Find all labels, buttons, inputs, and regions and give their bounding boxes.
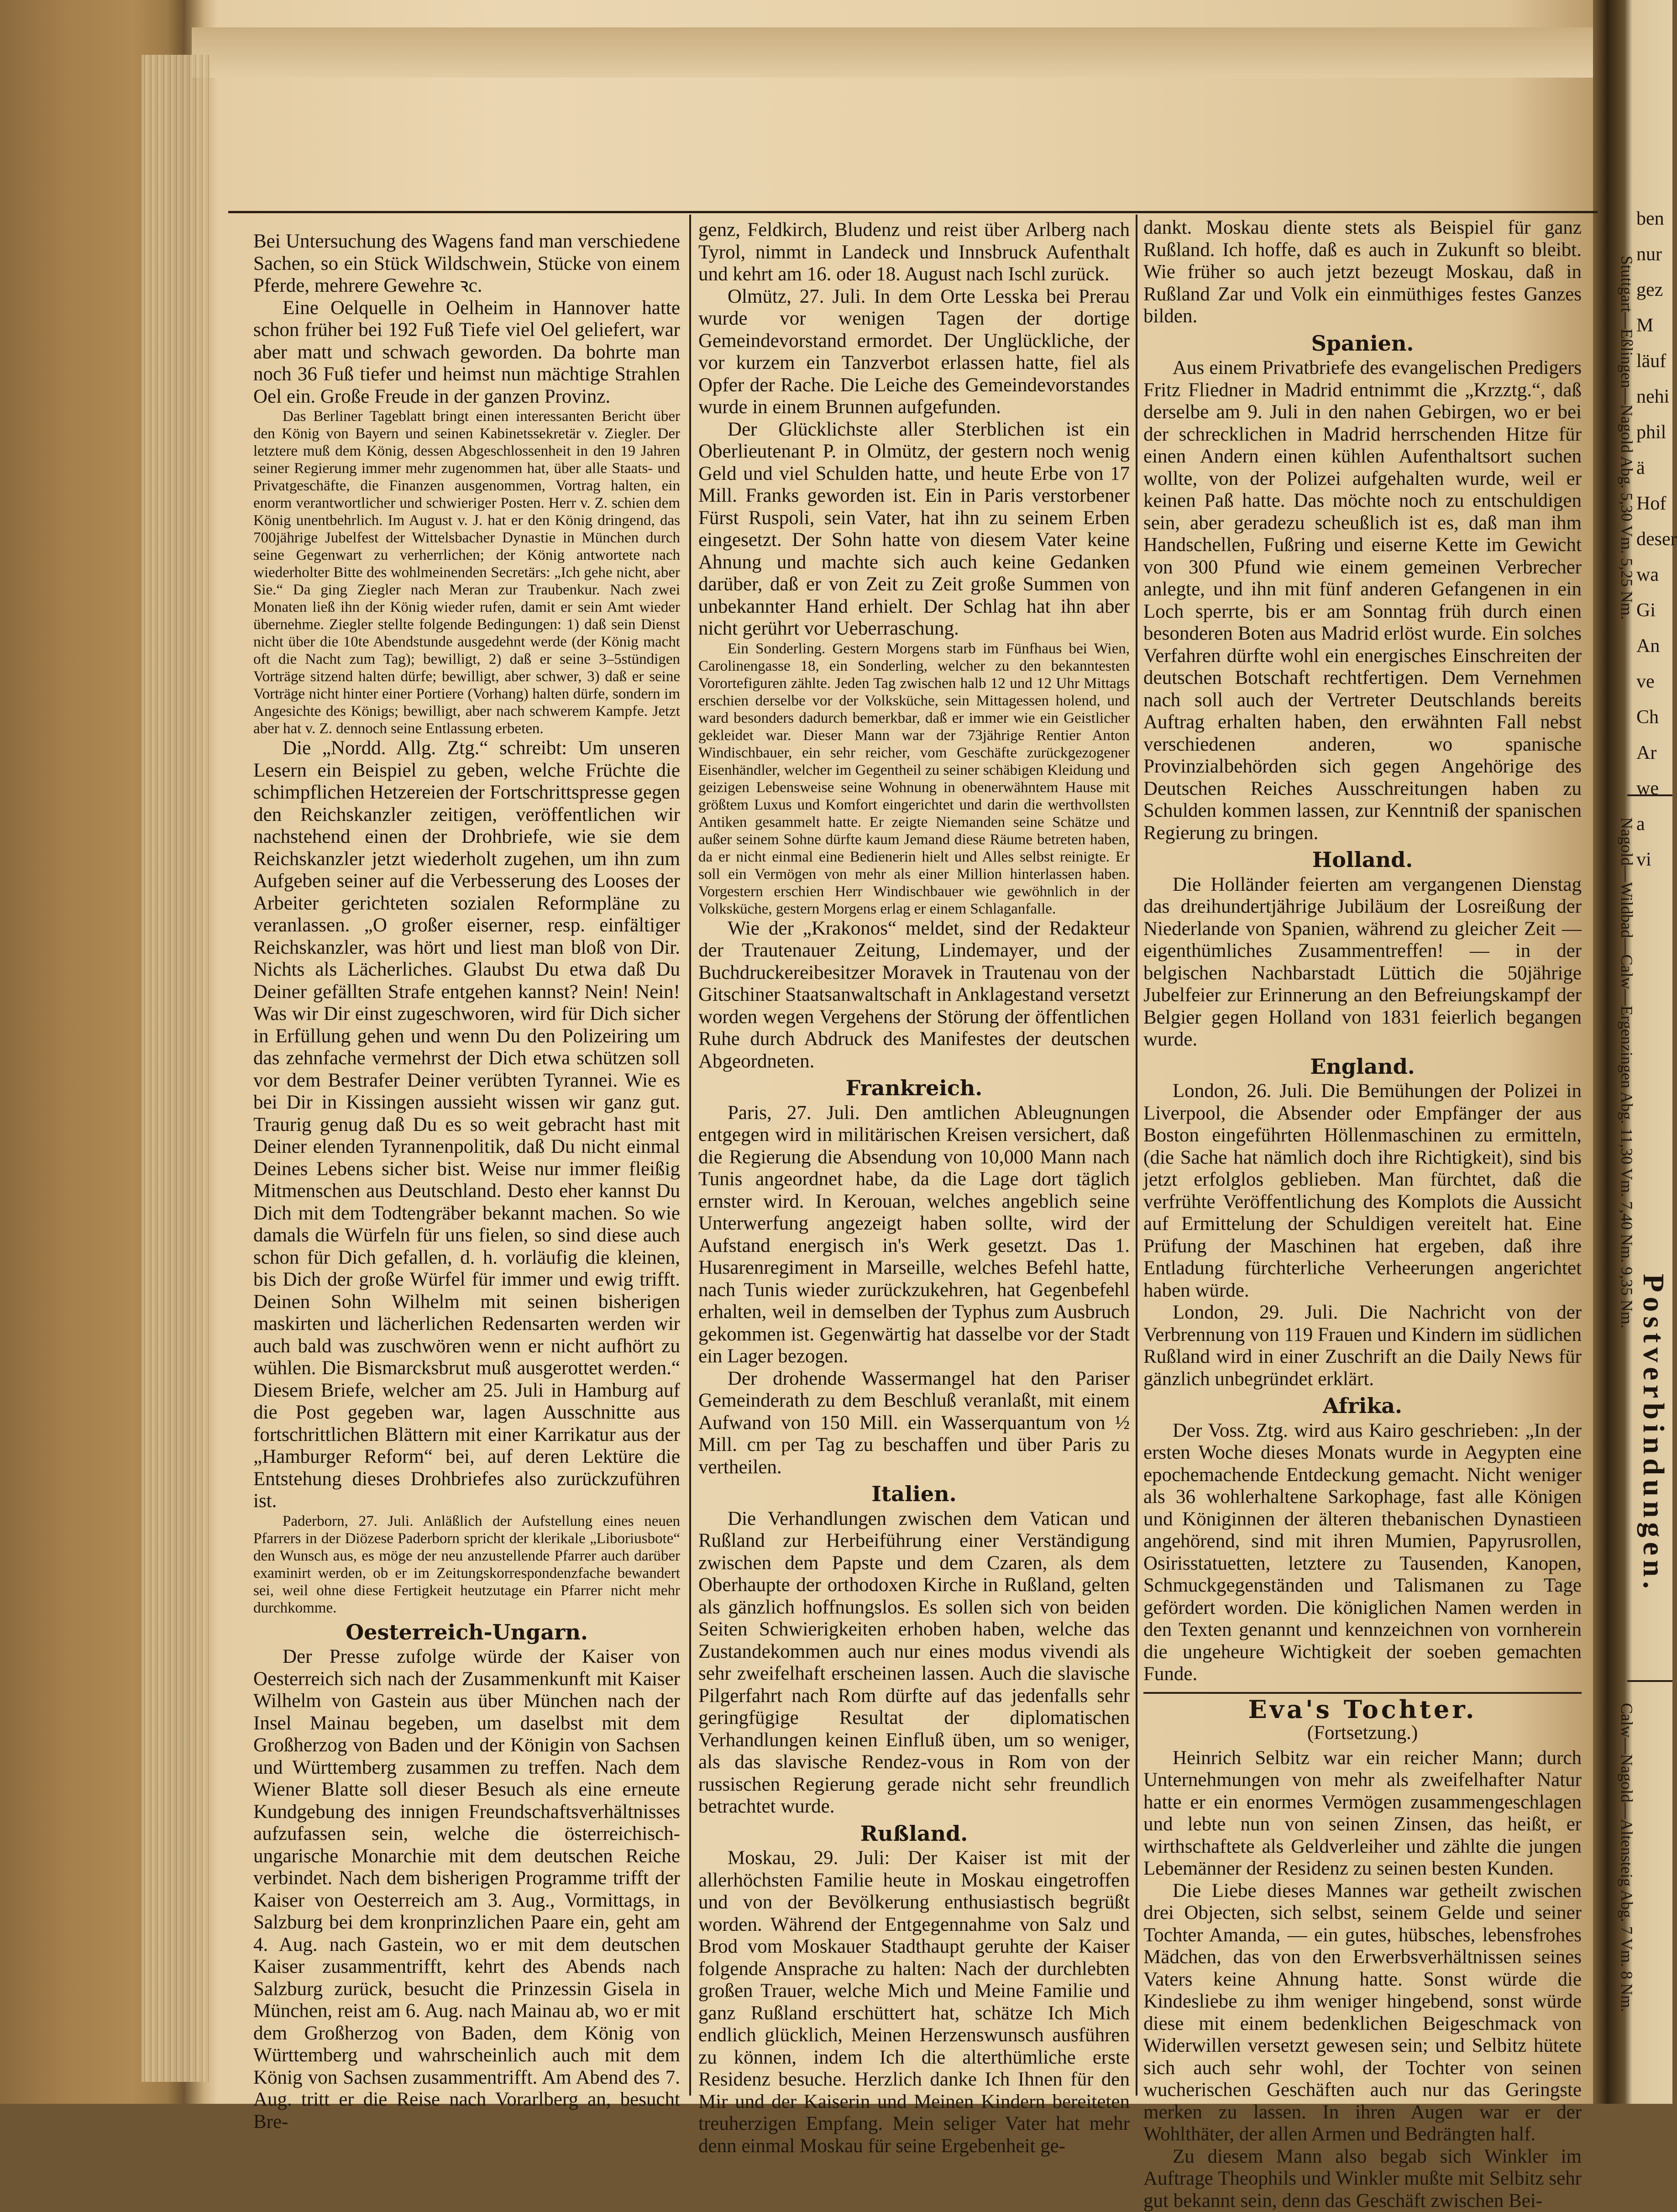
feuilleton-para-1: Heinrich Selbitz war ein reicher Mann; durch Unternehmungen von mehr als zweifelhafter Natur hatte er ein enormes Vermögen zusammengeschlagen und lebte nun von seinen Zinsen, das heißt, er wirthschaftete als Geldverleiher und zählte die jungen Lebemänner der Residenz zu seinen besten Kunden.: [1143, 1747, 1582, 1880]
timetable-stuttgart: Stuttgart—Eßlingen—Nagold Abg. 5,30 Vm. 5,25 Nm.: [1617, 256, 1636, 620]
edge-word: wa: [1636, 557, 1672, 593]
feuilleton-para-2: Die Liebe dieses Mannes war getheilt zwischen drei Objecten, sich selbst, seinem Gelde und seiner Tochter Amanda, — ein gutes, hübsches, lebensfrohes Mädchen, das von den Erwerbsverhältnissen seines Vaters keine Ahnung hatte. Sonst würde die Kindesliebe zu ihm weniger hingebend, sonst würde diese mit einem bedenklichen Beigeschmack von Widerwillen versetzt gewesen sein; und Selbitz hütete sich auch sehr wohl, der Tochter von seinen wucherischen Geschäften auch nur das Geringste merken zu lassen. In ihren Augen war er der Wohlthäter, der allen Armen und Bedrängten half.: [1143, 1880, 1582, 2146]
heading-afrika: Afrika.: [1143, 1395, 1582, 1417]
edge-word: ä: [1636, 450, 1672, 486]
column-rule-1: [689, 215, 691, 2096]
article-drohbrief: Die „Nordd. Allg. Ztg.“ schreibt: Um unseren Lesern ein Beispiel zu geben, welche Früchte die schimpflichen Hetzereien der Fortschrittspresse gegen den Reichskanzler zeitigen, veröffentlichen wir nachstehend einen der Drohbriefe, wie sie dem Reichskanzler jetzt wiederholt zugehen, um ihn zum Aufgeben seiner auf die Verbesserung des Looses der Arbeiter gerichteten sozialen Reformpläne zu veranlassen. „O großer eiserner, resp. einfältiger Reichskanzler, was hört und liest man bloß von Dir. Nichts als Lächerliches. Glaubst Du etwa daß Du Deiner gefällten Strafe entgehen kannst? Nein! Nein! Was wir Dir einst zugeschworen, wird für Dich sicher in Erfüllung gehen und wenn Du den Polizeiring um das zehnfache vermehrst der Dich etwa schützen soll vor dem Bestrafer Deiner verübten Tyrannei. Wie es bei Dir in Kissingen aussieht wissen wir ganz gut. Traurig genug daß Du es so weit gebracht hast mit Deiner elenden Tyrannenpolitik, daß Du nicht einmal Deines Lebens sicher bist. Weise nur immer fleißig Mitmenschen aus Deutschland. Desto eher kannst Du Dich mit dem Todtengräber bekannt machen. So wie damals die Würfeln für uns fielen, so sind diese auch schon für Dich gefallen, d. h. vorläufig die kleinen, bis Dich der große Würfel für immer und ewig trifft. Deinen Sohn Wilhelm mit seinen bisherigen maskirten und lächerlichen Redensarten werden wir auch bald was zuschwören wenn er nicht aufhört zu wühlen. Die Bismarcksbrut muß ausgerottet werden.“ Diesem Briefe, welcher am 25. Juli in Hamburg auf die Post gegeben war, lagen Ausschnitte aus fortschrittlichen Blättern mit einer Karrikatur aus der „Hamburger Reform“ bei, auf deren Lektüre die Entstehung dieses Drohbriefes also zurückzuführen ist.: [253, 737, 680, 1513]
edge-word: Ar: [1636, 735, 1672, 771]
heading-spanien: Spanien.: [1143, 332, 1582, 355]
edge-word: a: [1636, 806, 1672, 842]
edge-word: Ch: [1636, 699, 1672, 735]
article-krakonos: Wie der „Krakonos“ meldet, sind der Redakteur der Trautenauer Zeitung, Lindemayer, und der Buchdruckereibesitzer Moravek in Trautenau von der Gitschiner Staatsanwaltschaft in Anklagestand versetzt worden wegen Vergehens der Störung der öffentlichen Ruhe durch Abdruck des Manifestes der deutschen Abgeordneten.: [698, 918, 1130, 1073]
book-page-edges: [141, 55, 210, 2082]
column-2: [698, 219, 1130, 2096]
column-3: [1143, 217, 1582, 2096]
heading-russland: Rußland.: [698, 1823, 1130, 1845]
edge-word: An: [1636, 628, 1672, 664]
article-wagen: Bei Untersuchung des Wagens fand man verschiedene Sachen, so ein Stück Wildschwein, Stücke von einem Pferde, mehrere Gewehre ꝛc.: [253, 231, 680, 297]
column-1: [253, 231, 680, 2098]
article-moskau: Moskau, 29. Juli: Der Kaiser ist mit der allerhöchsten Familie heute in Moskau eingetroffen und von der Bevölkerung enthusiastisch begrüßt worden. Während der Entgegennahme von Salz und Brod vom Moskauer Stadthaupt geruhte der Kaiser folgende Ansprache zu halten: Nach der durchlebten großen Trauer, welche Mich und Meine Familie und ganz Rußland erschüttert hat, schätze Ich Mich endlich glücklich, Meinen Herzenswunsch ausführen zu können, indem Ich die alterthümliche erste Residenz besuche. Herzlich danke Ich Ihnen für den Mir und der Kaiserin und Meinen Kindern bereiteten treuherzigen Empfang. Mein seliger Vater hat mehr denn einmal Moskau für seine Ergebenheit ge-: [698, 1847, 1130, 2157]
edge-word: deser: [1636, 521, 1672, 557]
edge-word: ve: [1636, 664, 1672, 699]
article-kairo: Der Voss. Ztg. wird aus Kairo geschrieben: „In der ersten Woche dieses Monats wurde in Aegypten eine epochemachende Entdeckung gemacht. Nicht weniger als 36 wohlerhaltene Sarkophage, fast alle Königen und Königinnen der älteren thebanischen Dynastieen angehörend, sind mit ihren Mumien, Papyrusrollen, Osirisstatuetten, letztere zu Tausenden, Kanopen, Schmuckgegenständen und Talismanen zu Tage gefördert worden. Die königlichen Namen werden in den Texten genannt und kennzeichnen von vornherein die ungeheure Wichtigkeit der soeben gemachten Funde.: [1143, 1420, 1582, 1686]
article-sonderling: Ein Sonderling. Gestern Morgens starb im Fünfhaus bei Wien, Carolinengasse 18, ein Sonderling, welcher zu den bekanntesten Vorortefiguren zählte. Jeden Tag zwischen halb 12 und 12 Uhr Mittags erschien derselbe vor der Volksküche, sein Mittagessen holend, und ward besonders dadurch bemerkbar, daß er immer wie ein Geistlicher gekleidet war. Dieser Mann war der 73jährige Rentier Anton Windischbauer, ein sehr reicher, vom Geschäfte zurückgezogener Eisenhändler, welcher im Gegentheil zu seiner schäbigen Kleidung und geizigen Lebensweise seine Wohnung in obenerwähntem Hause mit größtem Luxus und Komfort eingerichtet und darin die werthvollsten Antiken gesammelt hatte. Er zeigte Niemanden seine Schätze und außer seinem Sohne dürfte kaum Jemand diese Räume betreten haben, da er nicht einmal eine Bedienerin hielt und Alles selbst reinigte. Er soll ein Vermögen von mehr als einer Million hinterlassen haben. Vorgestern erschien Herr Windischbauer wie gewöhnlich in der Volksküche, gestern Morgens erlag er einem Schlaganfalle.: [698, 640, 1130, 918]
top-rule: [228, 211, 1598, 213]
heading-holland: Holland.: [1143, 849, 1582, 871]
edge-word: phil: [1636, 415, 1672, 450]
heading-oesterreich: Oesterreich-Ungarn.: [253, 1621, 680, 1644]
edge-word: vi: [1636, 842, 1672, 877]
heading-frankreich: Frankreich.: [698, 1077, 1130, 1099]
edge-word: läuf: [1636, 343, 1672, 379]
article-liverpool: London, 26. Juli. Die Bemühungen der Polizei in Liverpool, die Absender oder Empfänger der aus Boston eingeführten Höllenmaschinen zu ermitteln, (die Sache hat nämlich doch ihre Richtigkeit), sind bis jetzt erfolglos geblieben. Man fürchtet, daß die verfrühte Veröffentlichung des Komplots die Aussicht auf Ermittelung der Schuldigen vereitelt hat. Eine Prüfung der Maschinen hat ergeben, daß ihre Entladung fürchterliche Verheerungen angerichtet haben würde.: [1143, 1080, 1582, 1302]
article-paderborn: Paderborn, 27. Juli. Anläßlich der Aufstellung eines neuen Pfarrers in der Diözese Paderborn spricht der klerikale „Liboriusbote“ den Wunsch aus, es möge der neu anzustellende Pfarrer auch darüber examinirt werden, ob er im Zeitungskorrespondenzfache bewandert sei, weil ohne diese Fertigkeit heutzutage ein Pfarrer nicht mehr durchkomme.: [253, 1513, 680, 1617]
edge-word: Gi: [1636, 593, 1672, 628]
next-page-rule-2: [1627, 1680, 1672, 1682]
article-moskau-cont: dankt. Moskau diente stets als Beispiel für ganz Rußland. Ich hoffe, daß es auch in Zukunft so bleibt. Wie früher so auch jetzt bezeugt Moskau, daß in Rußland Zar und Volk ein einmüthiges festes Ganzes bilden.: [1143, 217, 1582, 328]
edge-word: we: [1636, 771, 1672, 806]
article-paris-tunis: Paris, 27. Juli. Den amtlichen Ableugnungen entgegen wird in militärischen Kreisen versichert, daß die Regierung die Absendung von 10,000 Mann nach Tunis angeordnet habe, da die Lage dort täglich ernster wird. In Kerouan, welches angeblich seine Unterwerfung angezeigt haben sollte, wird der Aufstand energisch in's Werk gesetzt. Das 1. Husarenregiment in Marseille, welches Befehl hatte, nach Tunis wieder zurückzukehren, hat Gegenbefehl erhalten, weil in demselben der Typhus zum Ausbruch gekommen ist. Gegenwärtig hat dasselbe vor der Stadt ein Lager bezogen.: [698, 1102, 1130, 1368]
edge-word: M: [1636, 308, 1672, 343]
feuilleton-subtitle: (Fortsetzung.): [1143, 1722, 1582, 1744]
page-top-edge: [192, 27, 1607, 78]
article-oberlieutenant: Der Glücklichste aller Sterblichen ist ein Oberlieutenant P. in Olmütz, der gestern noch wenig Geld und viel Schulden hatte, und heute Erbe von 17 Mill. Franks geworden ist. Ein in Paris verstorbener Fürst Ruspoli, sein Vater, hat ihn zu seinem Erben eingesetzt. Der Sohn hatte von diesem Vater keine Ahnung und machte sich auch keine Gedanken darüber, daß er von Zeit zu Zeit große Summen von unbekannter Hand erhielt. Der Schlag hat ihn aber nicht gerührt vor Ueberraschung.: [698, 419, 1130, 640]
heading-italien: Italien.: [698, 1483, 1130, 1505]
article-vatican: Die Verhandlungen zwischen dem Vatican und Rußland zur Herbeiführung einer Verständigung zwischen dem Papste und dem Czaren, als dem Oberhaupte der orthodoxen Kirche in Rußland, gelten als gänzlich hoffnungslos. Es sollen sich von beiden Seiten Schwierigkeiten erhoben haben, welche das Zustandekommen auch nur eines modus vivendi als sehr zweifelhaft erscheinen lassen. Auch die slavische Pilgerfahrt nach Rom dürfte auf das jedenfalls sehr geringfügige Resultat der diplomatischen Verhandlungen keinen Einfluß üben, um so weniger, als das slavische Rendez-vous in Rom von der russischen Regierung gerade nicht sehr freundlich betrachtet wurde.: [698, 1508, 1130, 1818]
edge-word: gez: [1636, 272, 1672, 308]
article-fliedner: Aus einem Privatbriefe des evangelischen Predigers Fritz Fliedner in Madrid entnimmt die „Krzztg.“, daß derselbe am 9. Juli in den nahen Gebirgen, wo er bei der schrecklichen in Madrid herrschenden Hitze für einen Andern einen kühlen Aufenthaltsort suchen wollte, von der Polizei aufgehalten wurde, weil er keinen Paß hatte. Das möchte noch zu entschuldigen sein, aber geradezu scheußlich ist es, daß man ihm Handschellen, Fußring und eiserne Kette im Gewicht von 300 Pfund wie einem gemeinen Verbrecher anlegte, und ihn mit fünf anderen Gefangenen in ein Loch sperrte, bis er am Sonntag früh durch einen besonderen Boten aus Madrid erlöst wurde. Ein solches Verfahren dürfte wohl ein energisches Einschreiten der deutschen Botschaft rechtfertigen. Dem Vernehmen nach soll auch der Vertreter Deutschlands bereits Auftrag erhalten haben, den erwähnten Fall nebst verschiedenen anderen, wo spanische Provinzialbehörden sich gegen Angehörige des Deutschen Reiches Ausschreitungen haben zu Schulden kommen lassen, zur Kenntniß der spanischen Regierung zu bringen.: [1143, 357, 1582, 844]
article-oelquelle: Eine Oelquelle in Oelheim in Hannover hatte schon früher bei 192 Fuß Tiefe viel Oel geliefert, war aber matt und schwach geworden. Da bohrte man noch 36 Fuß tiefer und heimst nun mächtige Strahlen Oel ein. Große Freude in der ganzen Provinz.: [253, 297, 680, 408]
edge-word: Hof: [1636, 486, 1672, 521]
article-bregenz-cont: genz, Feldkirch, Bludenz und reist über Arlberg nach Tyrol, nimmt in Landeck und Innsbruck Aufenthalt und kehrt am 16. oder 18. August nach Ischl zurück.: [698, 219, 1130, 286]
article-london-rumour: London, 29. Juli. Die Nachricht von der Verbrennung von 119 Frauen und Kindern im südlichen Rußland wird in einer Zuschrift an die Daily News für gänzlich unbegründet erklärt.: [1143, 1302, 1582, 1390]
timetable-nagold: Nagold—Wildbad—Calw—Ergenzingen Abg. 11,30 Vm. 7,40 Nm. 9,35 Nm.: [1617, 817, 1636, 1329]
edge-word: nehi: [1636, 379, 1672, 415]
next-page-edge-text: [1636, 201, 1672, 877]
article-koenig-bayern: Das Berliner Tageblatt bringt einen interessanten Bericht über den König von Bayern und seinen Kabinetssekretär v. Ziegler. Der letztere muß dem König, dessen Abgeschlossenheit in den 19 Jahren seiner Regierung immer mehr zugenommen hat, über alle Staats- und Privatgeschäfte, die Finanzen ausgenommen, Vortrag halten, ein enorm verantwortlicher und schwieriger Posten. Herr v. Z. schien dem König unentbehrlich. Im August v. J. hat er den König dringend, das 700jährige Jubelfest der Wittelsbacher Dynastie in München durch seine Gegenwart zu verherrlichen; der König antwortete nach wiederholter Bitte des wohlmeinenden Secretärs: „Ich gehe nicht, aber Sie.“ Da ging Ziegler nach Meran zur Traubenkur. Nach zwei Monaten ließ ihn der König wieder rufen, damit er sein Amt wieder übernehme. Ziegler stellte folgende Bedingungen: 1) daß sein Dienst nicht über die 10te Abendstunde ausgedehnt werde (der König macht oft die Nacht zum Tag); bewilligt, 2) daß er seine 3–5stündigen Vorträge sitzend halten dürfe; bewilligt, aber schwer, 3) daß er seine Vorträge nicht hinter einer Portiere (Vorhang) halten dürfe, sondern im Angesichte des Königs; bewilligt, aber nach schwerem Kampfe. Jetzt aber hat v. Z. dennoch seine Entlassung erbeten.: [253, 408, 680, 737]
feuilleton-rule: [1143, 1692, 1582, 1694]
postverbindungen-heading: Postverbindungen.: [1636, 1274, 1671, 1593]
article-kaiser-oesterreich: Der Presse zufolge würde der Kaiser von Oesterreich sich nach der Zusammenkunft mit Kaiser Wilhelm von Gastein aus über München nach der Insel Mainau begeben, um daselbst mit dem Großherzog von Baden und der Königin von Sachsen und Württemberg zusammen zu treffen. Nach dem Wiener Blatte soll dieser Besuch als eine erneute Kundgebung des innigen Freundschaftsverhältnisses aufzufassen sein, welche die österreichisch-ungarische Monarchie mit dem deutschen Reiche verbindet. Nach dem bisherigen Programme trifft der Kaiser von Oesterreich am 3. Aug., Vormittags, in Salzburg bei dem kronprinzlichen Paare ein, geht am 4. Aug. nach Gastein, wo er mit dem deutschen Kaiser zusammentrifft, kehrt des Abends nach Salzburg zurück, besucht die Prinzessin Gisela in München, reist am 6. Aug. nach Mainau ab, wo er mit dem Großherzog von Baden, dem König von Württemberg und wahrscheinlich auch mit dem König von Sachsen zusammentrifft. Am Abend des 7. Aug. tritt er die Reise nach Vorarlberg an, besucht Bre-: [253, 1646, 680, 2133]
feuilleton-para-3: Zu diesem Mann also begab sich Winkler im Auftrage Theophils und Winkler mußte mit Selbitz sehr gut bekannt sein, denn das Geschäft zwischen Bei-: [1143, 2146, 1582, 2212]
article-jubilaeum: Die Holländer feierten am vergangenen Dienstag das dreihundertjährige Jubiläum der Losreißung der Niederlande von Spanien, während zu gleicher Zeit — eigenthümliches Zusammentreffen! — in der belgischen Nachbarstadt Lüttich die 50jährige Jubelfeier zur Erinnerung an den Befreiungskampf der Belgier gegen Holland von 1831 feierlich begangen wurde.: [1143, 874, 1582, 1051]
edge-word: ben: [1636, 201, 1672, 236]
article-wassermangel: Der drohende Wassermangel hat den Pariser Gemeinderath zu dem Beschluß veranlaßt, mit einem Aufwand von 150 Mill. ein Wasserquantum von ½ Mill. cm per Tag zu beschaffen und über Paris zu vertheilen.: [698, 1368, 1130, 1479]
timetable-calw: Calw—Nagold—Altensteig Abg. 7 Vm. 8 Nm.: [1617, 1703, 1636, 2012]
column-rule-2: [1136, 215, 1137, 2096]
edge-word: nur: [1636, 236, 1672, 272]
article-olmuetz: Olmütz, 27. Juli. In dem Orte Lesska bei Prerau wurde vor wenigen Tagen der dortige Gemeindevorstand ermordet. Der Unglückliche, der vor kurzem ein Tanzverbot erlassen hatte, fiel als Opfer der Rache. Die Leiche des Gemeindevorstandes wurde in einem Brunnen aufgefunden.: [698, 286, 1130, 419]
heading-england: England.: [1143, 1056, 1582, 1078]
feuilleton-title: Eva's Tochter.: [1143, 1698, 1582, 1721]
